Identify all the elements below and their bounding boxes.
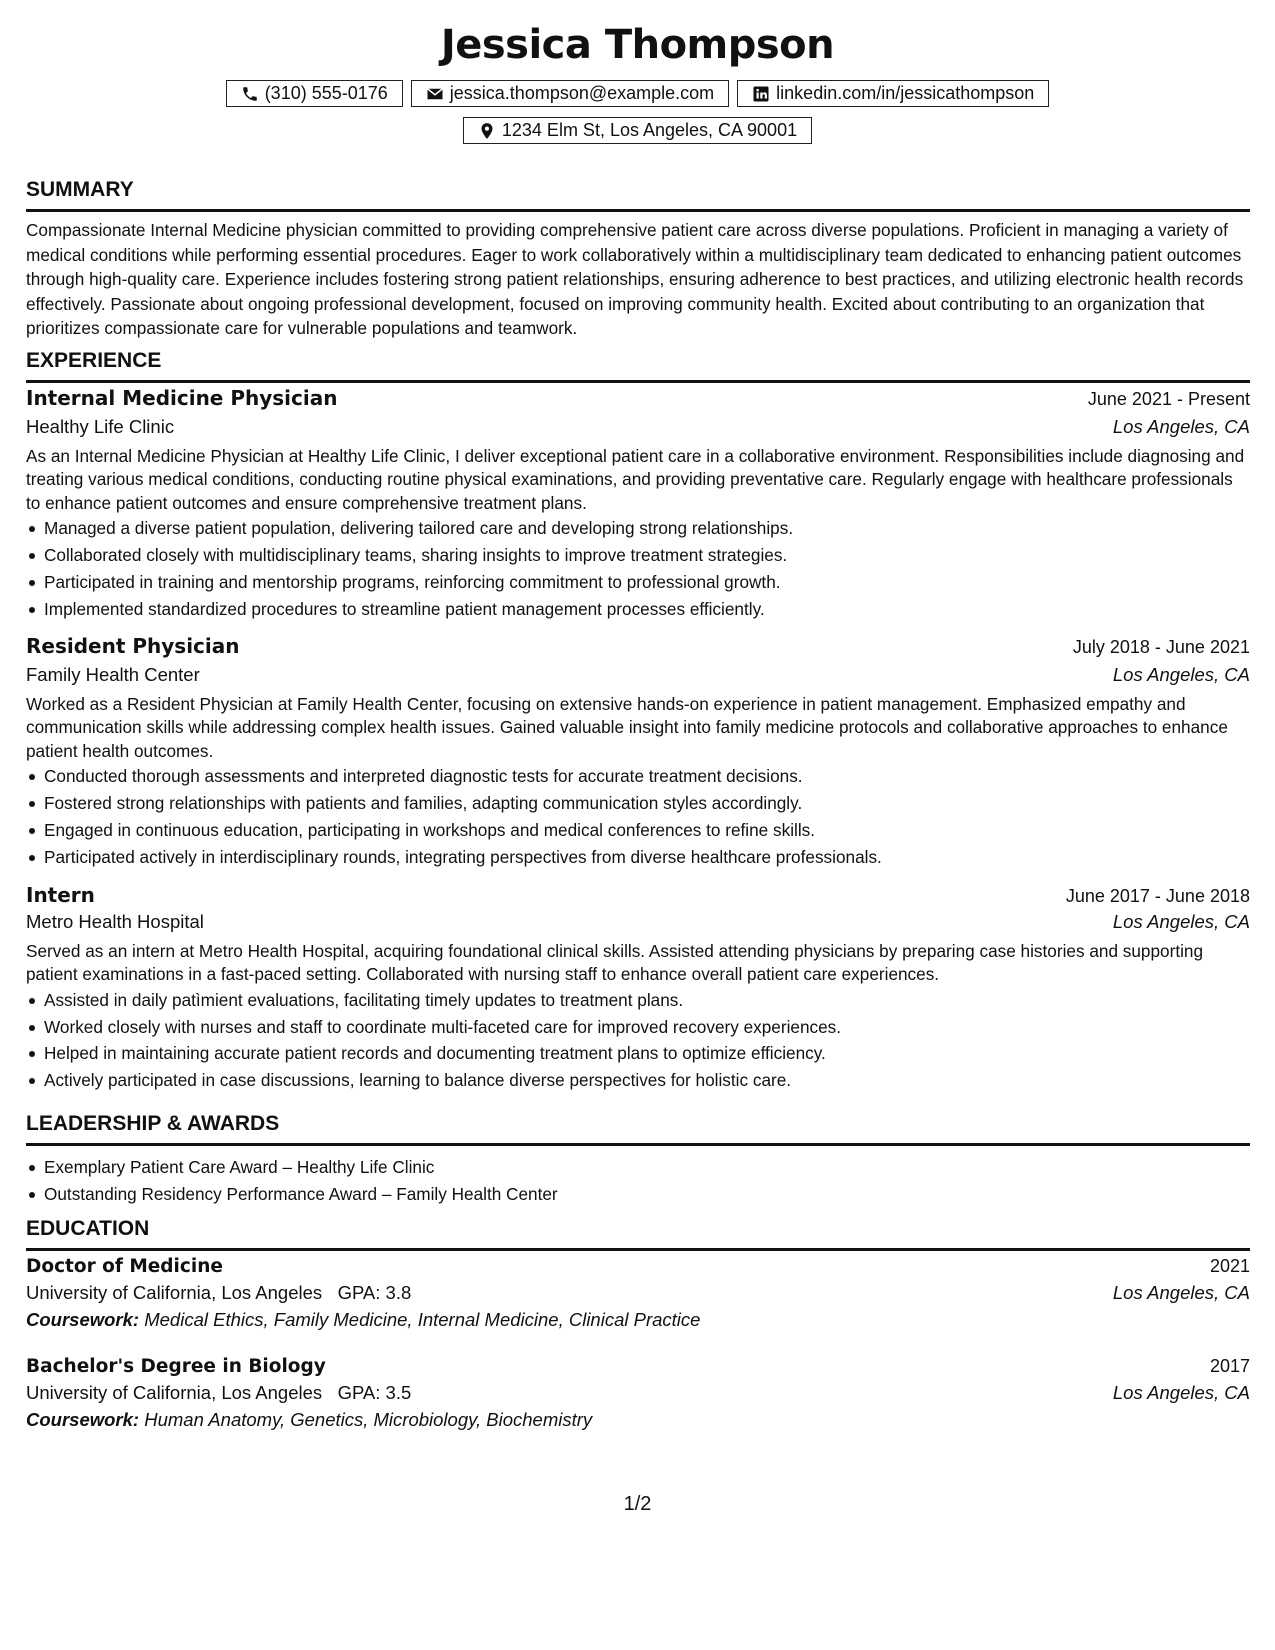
job-entry xyxy=(26,386,1250,622)
job-entry xyxy=(26,634,1250,870)
envelope-icon xyxy=(426,85,444,103)
section-title: EXPERIENCE xyxy=(26,349,162,372)
coursework-label: Coursework: xyxy=(26,1409,140,1430)
coursework xyxy=(26,1409,1250,1431)
section-title: EDUCATION xyxy=(26,1217,150,1240)
job-location: Los Angeles, CA xyxy=(1112,664,1250,685)
job-description: Served as an intern at Metro Health Hospital, acquiring foundational clinical skills. Assisted attending physicians by preparing case histories and supporting patient examinations in a fast-paced setting. Collaborated with nursing staff to enhance overall patient care experiences. xyxy=(26,941,1204,985)
section-divider xyxy=(26,1143,1250,1146)
linkedin-chip[interactable] xyxy=(737,80,1049,107)
awards-section xyxy=(26,1111,1250,1208)
linkedin-text: linkedin.com/in/jessicathompson xyxy=(776,83,1035,103)
job-entry xyxy=(26,883,1250,1094)
list-item: Exemplary Patient Care Award – Healthy Life Clinic xyxy=(26,1154,1250,1181)
job-location: Los Angeles, CA xyxy=(1112,416,1250,437)
contact-row xyxy=(0,80,1275,107)
job-description: Worked as a Resident Physician at Family Health Center, focusing on extensive hands-on experience in patient management. Emphasized empathy and communication skills while addressing complex health issues. Gained valuable insight into family medicine protocols and collaborative approaches to enhance patient health outcomes. xyxy=(26,694,1228,761)
awards-list xyxy=(26,1154,1250,1208)
phone-icon xyxy=(241,85,259,103)
education-entry xyxy=(26,1256,1250,1331)
coursework-list: Human Anatomy, Genetics, Microbiology, Biochemistry xyxy=(144,1409,593,1430)
degree-title: Doctor of Medicine xyxy=(26,1256,223,1277)
address-chip xyxy=(463,117,812,144)
coursework-list: Medical Ethics, Family Medicine, Internal Medicine, Clinical Practice xyxy=(144,1309,701,1330)
section-divider xyxy=(26,380,1250,383)
job-bullets xyxy=(26,515,1250,622)
job-title: Internal Medicine Physician xyxy=(26,386,338,410)
summary-text: Compassionate Internal Medicine physician committed to providing comprehensive patient care across diverse populations. Proficient in managing a variety of medical conditions while performing essential procedures. Eager to work collaboratively within a multidisciplinary team dedicated to enhancing patient outcomes through high-quality care. Experience includes fostering strong patient relationships, ensuring adherence to best practices, and utilizing electronic health records effectively. Passionate about ongoing professional development, focused on improving community health. Excited about contributing to an organization that prioritizes compassionate care for vulnerable populations and teamwork. xyxy=(26,220,1244,338)
list-item: Actively participated in case discussions, learning to balance diverse perspectives for holistic care. xyxy=(26,1067,1250,1094)
list-item: Outstanding Residency Performance Award – Family Health Center xyxy=(26,1181,1250,1208)
graduation-year: 2017 xyxy=(1209,1356,1250,1376)
list-item: Participated in training and mentorship programs, reinforcing commitment to professional growth. xyxy=(26,569,1250,596)
list-item: Assisted in daily patìmient evaluations, facilitating timely updates to treatment plans. xyxy=(26,987,1250,1014)
address-text: 1234 Elm St, Los Angeles, CA 90001 xyxy=(501,120,798,140)
job-title: Resident Physician xyxy=(26,634,240,658)
list-item: Worked closely with nurses and staff to coordinate multi-faceted care for improved recovery experiences. xyxy=(26,1014,1250,1041)
email-chip[interactable] xyxy=(411,80,729,107)
degree-title: Bachelor's Degree in Biology xyxy=(26,1356,326,1377)
job-location: Los Angeles, CA xyxy=(1112,911,1250,932)
section-divider xyxy=(26,209,1250,212)
list-item: Helped in maintaining accurate patient records and documenting treatment plans to optimize efficiency. xyxy=(26,1040,1250,1067)
list-item: Fostered strong relationships with patients and families, adapting communication styles accordingly. xyxy=(26,790,1250,817)
section-divider xyxy=(26,1248,1250,1251)
education-section xyxy=(26,1216,1250,1251)
list-item: Collaborated closely with multidisciplinary teams, sharing insights to improve treatment strategies. xyxy=(26,542,1250,569)
job-dates: June 2021 - Present xyxy=(1087,389,1250,409)
linkedin-icon xyxy=(752,85,770,103)
coursework-label: Coursework: xyxy=(26,1309,140,1330)
school-location: Los Angeles, CA xyxy=(1112,1382,1250,1403)
map-pin-icon xyxy=(478,122,496,140)
job-dates: June 2017 - June 2018 xyxy=(1065,886,1250,906)
list-item: Participated actively in interdisciplinary rounds, integrating perspectives from diverse healthcare professionals. xyxy=(26,844,1250,871)
education-entry xyxy=(26,1356,1250,1431)
list-item: Implemented standardized procedures to streamline patient management processes efficiently. xyxy=(26,596,1250,623)
coursework xyxy=(26,1309,1250,1331)
address-row xyxy=(0,117,1275,144)
school-and-gpa: University of California, Los Angeles GPA: 3.8 xyxy=(26,1282,412,1303)
section-title: LEADERSHIP & AWARDS xyxy=(26,1112,280,1135)
section-title: SUMMARY xyxy=(26,178,134,201)
job-bullets xyxy=(26,763,1250,870)
job-organization: Metro Health Hospital xyxy=(26,911,204,932)
page-number: 1/2 xyxy=(623,1493,652,1515)
summary-section xyxy=(26,177,1250,341)
list-item: Conducted thorough assessments and interpreted diagnostic tests for accurate treatment decisions. xyxy=(26,763,1250,790)
list-item: Managed a diverse patient population, delivering tailored care and developing strong relationships. xyxy=(26,515,1250,542)
job-organization: Healthy Life Clinic xyxy=(26,416,175,437)
experience-section xyxy=(26,348,1250,383)
school-and-gpa: University of California, Los Angeles GPA: 3.5 xyxy=(26,1382,412,1403)
candidate-name: Jessica Thompson xyxy=(440,22,835,68)
job-bullets xyxy=(26,987,1250,1094)
phone-text: (310) 555-0176 xyxy=(264,83,388,103)
email-text: jessica.thompson@example.com xyxy=(449,83,715,103)
job-title: Intern xyxy=(26,883,95,907)
school-location: Los Angeles, CA xyxy=(1112,1282,1250,1303)
phone-chip[interactable] xyxy=(226,80,403,107)
graduation-year: 2021 xyxy=(1209,1256,1250,1276)
job-description: As an Internal Medicine Physician at Healthy Life Clinic, I deliver exceptional patient care in a collaborative environment. Responsibilities include diagnosing and treating various medical conditions, conducting routine physical examinations, and providing preventative care. Regularly engage with healthcare professionals to enhance patient outcomes and ensure comprehensive treatment plans. xyxy=(26,446,1245,513)
job-dates: July 2018 - June 2021 xyxy=(1072,637,1250,657)
list-item: Engaged in continuous education, participating in workshops and medical conferences to refine skills. xyxy=(26,817,1250,844)
job-organization: Family Health Center xyxy=(26,664,200,685)
